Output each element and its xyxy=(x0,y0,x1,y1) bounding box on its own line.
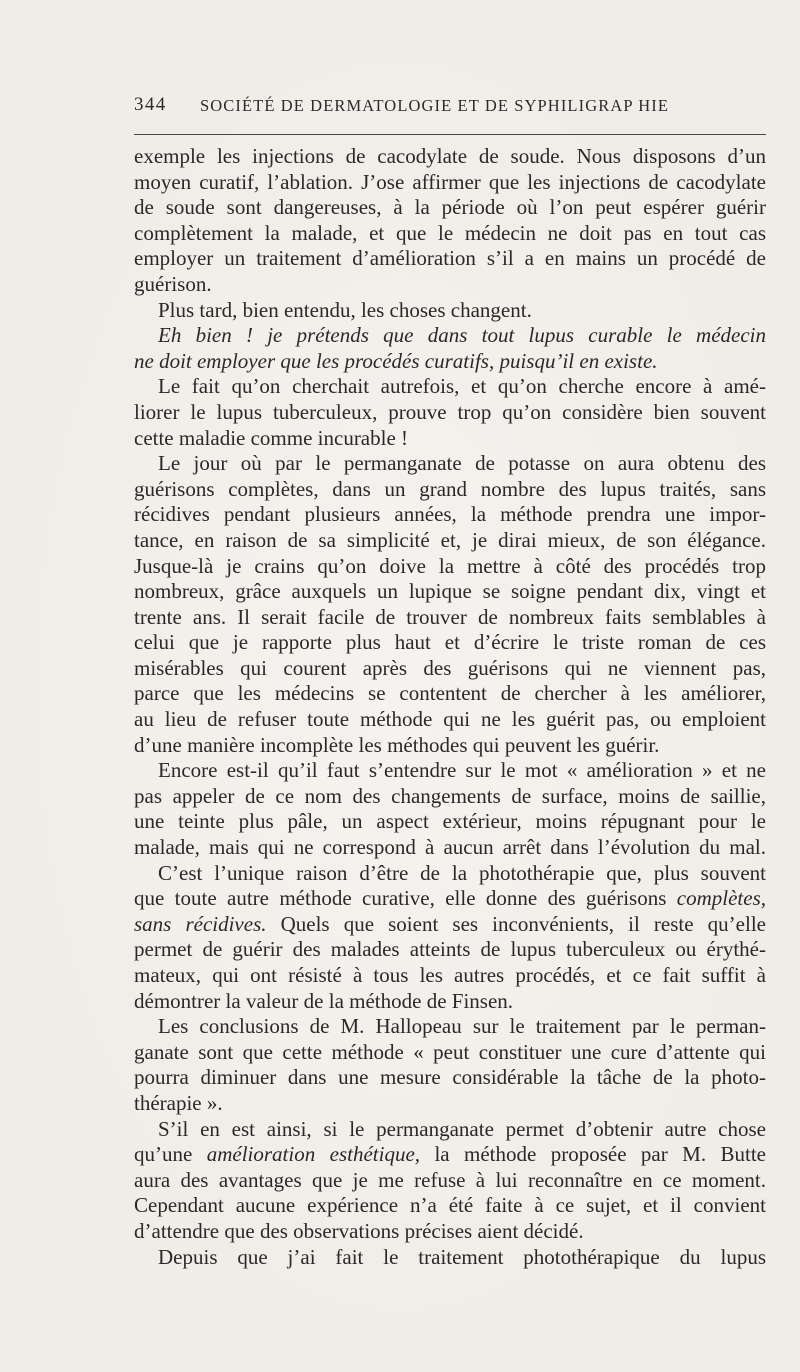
text-fragment: que toute autre méthode curative, elle donne des guérisons xyxy=(134,886,677,911)
text-line: Depuis que j’ai fait le traitement photothérapique du lupus xyxy=(158,1244,766,1269)
text-line xyxy=(134,1142,766,1168)
page-number: 344 xyxy=(134,94,167,115)
text-line: permet de guérir des malades atteints de lupus tuberculeux ou érythé- xyxy=(134,937,766,962)
page-header xyxy=(134,94,766,124)
text-line xyxy=(134,323,766,349)
text-line: aura des avantages que je me refuse à lui reconnaître en ce moment. xyxy=(134,1167,766,1192)
italic-fragment: ne doit employer que les procédés curatifs, puisqu’il en existe. xyxy=(134,348,658,373)
text-line: Le fait qu’on cherchait autrefois, et qu’on cherche encore à amé- xyxy=(158,374,766,399)
text-line: Plus tard, bien entendu, les choses changent. xyxy=(158,297,532,322)
italic-fragment: Eh bien ! je prétends que dans tout lupus curable le médecin xyxy=(158,323,766,348)
italic-fragment: complètes, xyxy=(676,886,766,911)
italic-fragment: sans récidives. xyxy=(134,911,267,936)
running-title: SOCIÉTÉ DE DERMATOLOGIE ET DE SYPHILIGRAP HIE xyxy=(200,96,670,115)
text-line: complètement la malade, et que le médecin ne doit pas en tout cas xyxy=(134,220,766,245)
text-line: d’attendre que des observations précises aient décidé. xyxy=(134,1218,584,1243)
text-line: Cependant aucune expérience n’a été faite à ce sujet, et il convient xyxy=(134,1193,766,1218)
text-line: cette maladie comme incurable ! xyxy=(134,425,409,450)
text-line: S’il en est ainsi, si le permanganate permet d’obtenir autre chose xyxy=(158,1116,766,1141)
text-line xyxy=(134,912,766,938)
text-line: Jusque-là je crains qu’on doive la mettre à côté des procédés trop xyxy=(134,553,766,578)
italic-fragment: amélioration esthétique, xyxy=(206,1142,421,1167)
text-line: misérables qui courent après des guérisons qui ne viennent pas, xyxy=(134,655,766,680)
text-line: au lieu de refuser toute méthode qui ne les guérit pas, ou emploient xyxy=(134,707,766,732)
text-line: liorer le lupus tuberculeux, prouve trop qu’on considère bien souvent xyxy=(134,399,766,424)
text-line: parce que les médecins se contentent de chercher à les améliorer, xyxy=(134,681,766,706)
text-line: Encore est-il qu’il faut s’entendre sur le mot « amélioration » et ne xyxy=(158,758,766,783)
text-fragment: la méthode proposée par M. Butte xyxy=(420,1142,766,1167)
text-line: ganate sont que cette méthode « peut constituer une cure d’attente qui xyxy=(134,1039,766,1064)
text-line: une teinte plus pâle, un aspect extérieur, moins répugnant pour le xyxy=(134,809,766,834)
text-line: nombreux, grâce auxquels un lupique se soigne pendant dix, vingt et xyxy=(134,579,766,604)
text-line: Le jour où par le permanganate de potasse on aura obtenu des xyxy=(158,451,766,476)
text-line: guérison. xyxy=(134,271,212,296)
text-line: mateux, qui ont résisté à tous les autres procédés, et ce fait suffit à xyxy=(134,963,766,987)
text-line: guérisons complètes, dans un grand nombre des lupus traités, sans xyxy=(134,476,766,501)
text-line: récidives pendant plusieurs années, la méthode prendra une impor- xyxy=(134,502,766,527)
header-rule xyxy=(134,134,766,135)
text-line: d’une manière incomplète les méthodes qui peuvent les guérir. xyxy=(134,732,660,757)
text-line xyxy=(134,886,766,912)
text-line: celui que je rapporte plus haut et d’écrire le triste roman de ces xyxy=(134,630,766,655)
text-fragment: qu’une xyxy=(134,1142,207,1167)
text-line: de soude sont dangereuses, à la période où l’on peut espérer guérir xyxy=(134,195,766,220)
text-line: démontrer la valeur de la méthode de Finsen. xyxy=(134,988,514,1013)
text-line: C’est l’unique raison d’être de la photothérapie que, plus souvent xyxy=(158,860,766,885)
text-line: employer un traitement d’amélioration s’il a en mains un procédé de xyxy=(134,246,766,271)
text-line: thérapie ». xyxy=(134,1090,223,1115)
text-line: pas appeler de ce nom des changements de surface, moins de saillie, xyxy=(134,783,766,808)
text-line: pourra diminuer dans une mesure considérable la tâche de la photo- xyxy=(134,1065,766,1090)
text-line: Les conclusions de M. Hallopeau sur le traitement par le perman- xyxy=(158,1014,766,1039)
text-line xyxy=(134,349,766,375)
text-fragment: Quels que soient ses inconvénients, il reste qu’elle xyxy=(266,911,766,936)
text-line: moyen curatif, l’ablation. J’ose affirmer que les injections de cacodylate xyxy=(134,169,766,194)
body-text xyxy=(134,144,766,1270)
text-line: tance, en raison de sa simplicité et, je dirai mieux, de son élégance. xyxy=(134,527,766,552)
text-line: exemple les injections de cacodylate de soude. Nous disposons d’un xyxy=(134,144,766,168)
text-line: malade, mais qui ne correspond à aucun arrêt dans l’évolution du mal. xyxy=(134,835,766,860)
text-line: trente ans. Il serait facile de trouver de nombreux faits semblables à xyxy=(134,604,766,629)
